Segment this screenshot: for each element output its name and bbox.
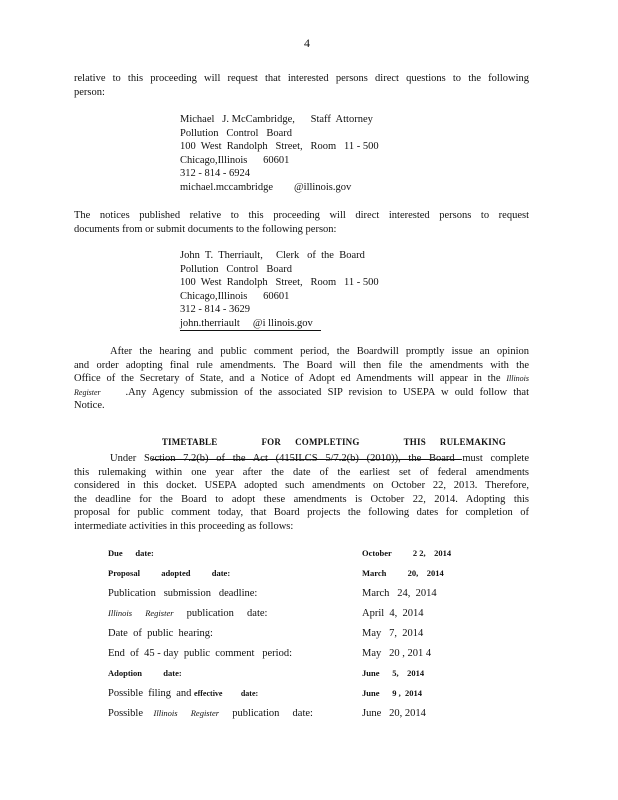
paragraph-line: After the hearing and public comment period, the Boardwill promptly issue an opinion <box>110 346 529 357</box>
contact-email[interactable]: john.therriault @i llinois.gov <box>180 317 321 332</box>
intro-paragraph <box>74 72 529 99</box>
contact-phone: 312 - 814 - 3629 <box>180 304 250 315</box>
paragraph-line: this rulemaking within one year after the date of the earliest set of federal amendments <box>74 466 529 478</box>
schedule-label <box>108 708 313 719</box>
paragraph-line <box>74 372 529 386</box>
schedule-date: May 7, 2014 <box>362 628 424 639</box>
italic-term: Illinois <box>153 708 178 718</box>
paragraph-line: person: <box>74 86 105 98</box>
italic-term: Register <box>74 387 101 397</box>
contact-city: Chicago,Illinois 60601 <box>180 154 290 166</box>
label-text: Possible <box>108 708 144 719</box>
paragraph-line: and order adopting final rule amendments. The Board will then file the amendments with the <box>74 359 529 371</box>
schedule-label: Date of public hearing: <box>108 628 213 639</box>
paragraph-line: documents from or submit documents to the following person: <box>74 223 337 235</box>
label-text: effective <box>194 689 223 698</box>
contact-name: Michael J. McCambridge, Staff Attorney <box>180 114 373 125</box>
heading-word: COMPLETING <box>295 437 360 447</box>
paragraph-line: considered in this docket. USEPA adopted such amendments on October 22, 2013. Therefore, <box>74 480 529 491</box>
paragraph-line: Under Section 7.2(b) of the Act (415ILCS 5/7.2(b) (2010)), the Board must complete <box>110 453 529 464</box>
schedule-label <box>108 608 267 619</box>
paragraph-line: proposal for public comment today, that Board projects the following dates for completion of <box>74 507 529 518</box>
schedule-row <box>108 708 448 728</box>
schedule-table <box>108 548 452 728</box>
schedule-date: October 2 2, 2014 <box>362 548 452 558</box>
heading-word: RULEMAKING <box>439 437 506 447</box>
schedule-row <box>108 568 448 588</box>
timetable-paragraph <box>74 452 529 533</box>
notice-paragraph <box>74 209 529 236</box>
schedule-date: June 20, 2014 <box>362 708 426 719</box>
schedule-label: Due date: <box>108 548 154 558</box>
contact-phone: 312 - 814 - 6924 <box>180 168 250 179</box>
schedule-label: Proposal adopted date: <box>108 568 231 578</box>
paragraph-line: The notices published relative to this proceeding will direct interested persons to request <box>74 210 529 221</box>
schedule-label: End of 45 - day public comment period: <box>108 648 293 659</box>
contact-street: 100 West Randolph Street, Room 11 - 500 <box>180 141 379 152</box>
schedule-label <box>108 688 258 699</box>
schedule-row <box>108 548 452 568</box>
paragraph-line: Notice. <box>74 400 105 411</box>
italic-term: Illinois <box>108 608 133 618</box>
contact-org: Pollution Control Board <box>180 263 293 275</box>
paragraph-line: the deadline for the Board to adopt these amendments is October 22, 2014. Adopting this <box>74 493 529 505</box>
paragraph-line <box>74 386 529 400</box>
heading-word: FOR <box>261 437 282 447</box>
schedule-date: May 20 , 201 4 <box>362 648 432 659</box>
schedule-row <box>108 608 448 628</box>
line-text: .Any Agency submission of the associated SIP revision to USEPA w ould follow that <box>125 386 530 398</box>
schedule-date: March 20, 2014 <box>362 568 444 578</box>
contact-email[interactable]: michael.mccambridge @illinois.gov <box>180 181 352 193</box>
schedule-row <box>108 688 448 708</box>
heading-word: TIMETABLE <box>161 437 218 447</box>
contact-city: Chicago,Illinois 60601 <box>180 290 290 302</box>
contact-street: 100 West Randolph Street, Room 11 - 500 <box>180 277 379 288</box>
contact-name: John T. Therriault, Clerk of the Board <box>180 250 365 261</box>
schedule-label: Adoption date: <box>108 668 182 678</box>
paragraph-line: intermediate activities in this proceeding as follows: <box>74 520 294 532</box>
italic-term: Illinois <box>506 374 530 383</box>
label-text: date: <box>240 689 259 698</box>
contact-block-attorney <box>180 113 379 194</box>
line-text: Office of the Secretary of State, and a Notice of Adopt ed Amendments will appear in the <box>74 373 501 384</box>
schedule-date: June 5, 2014 <box>362 668 425 678</box>
contact-block-clerk <box>180 249 379 331</box>
label-text: Possible filing and <box>108 688 192 699</box>
schedule-row <box>108 588 448 608</box>
heading-word: THIS <box>403 437 426 447</box>
label-text: publication date: <box>232 708 313 719</box>
paragraph-line: relative to this proceeding will request that interested persons direct questions to the following <box>74 73 529 84</box>
label-text: publication date: <box>186 608 268 619</box>
schedule-row <box>108 628 448 648</box>
page-number: 4 <box>304 36 310 50</box>
schedule-row <box>108 668 448 688</box>
schedule-date: March 24, 2014 <box>362 588 437 599</box>
schedule-date: April 4, 2014 <box>362 608 424 619</box>
italic-term: Register <box>145 608 174 618</box>
schedule-date: June 9 , 2014 <box>362 688 422 698</box>
schedule-row <box>108 648 448 668</box>
contact-org: Pollution Control Board <box>180 127 293 139</box>
procedure-paragraph <box>74 345 529 413</box>
italic-term: Register <box>190 708 220 718</box>
schedule-label: Publication submission deadline: <box>108 588 258 599</box>
